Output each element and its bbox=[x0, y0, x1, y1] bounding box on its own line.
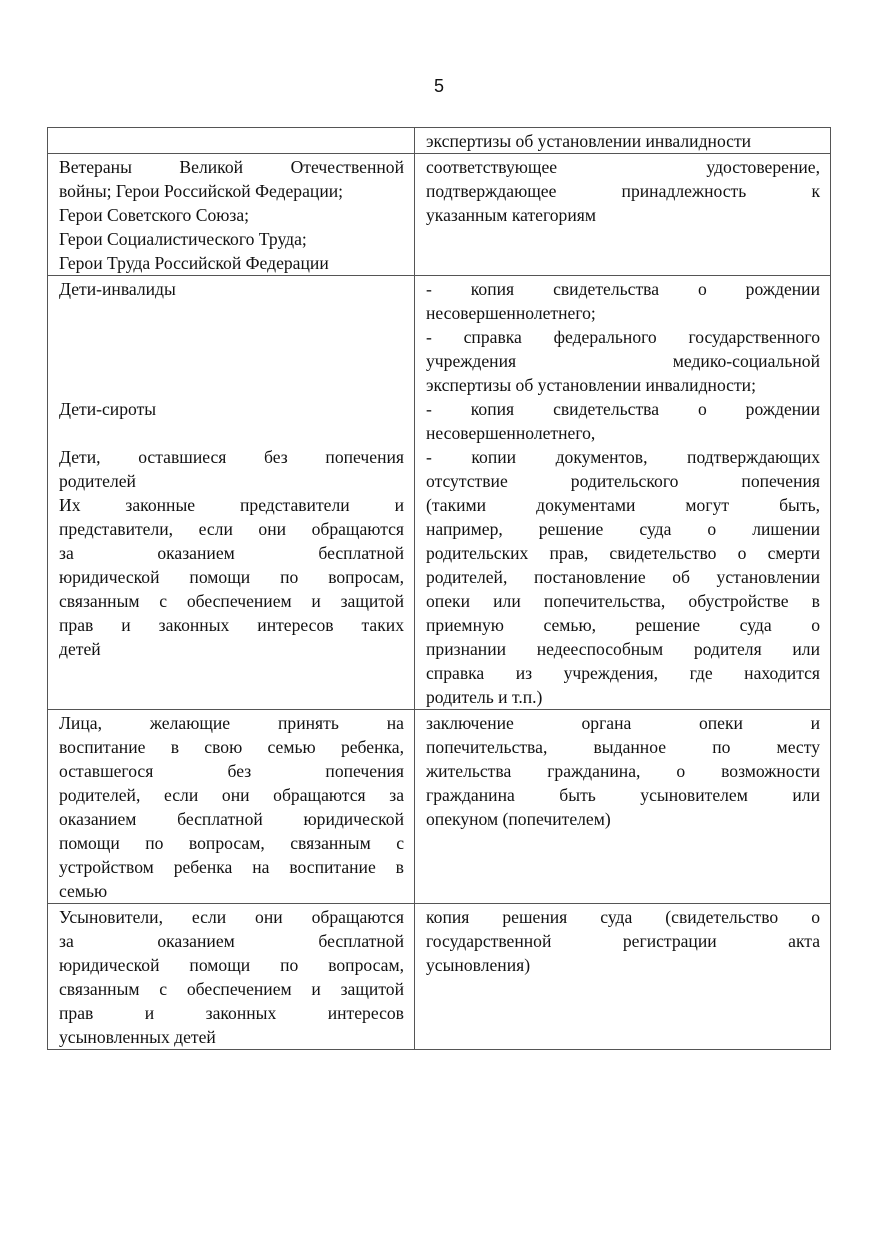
text-line: родителей, если они обращаются за bbox=[59, 785, 404, 805]
text-line: родитель и т.п.) bbox=[426, 687, 543, 707]
category-cell bbox=[48, 710, 415, 904]
table-row bbox=[48, 128, 831, 154]
text-line: государственной регистрации акта bbox=[426, 931, 820, 951]
text-line: родителей bbox=[59, 471, 136, 491]
text-line: оказанием бесплатной юридической bbox=[59, 809, 404, 829]
text-line: Лица, желающие принять на bbox=[59, 713, 404, 733]
blank-line bbox=[59, 325, 404, 349]
text-line: воспитание в свою семью ребенка, bbox=[59, 737, 404, 757]
text-line: Ветераны Великой Отечественной bbox=[59, 157, 404, 177]
text-line: Дети, оставшиеся без попечения bbox=[59, 447, 404, 467]
documents-cell bbox=[415, 154, 831, 276]
text-line: юридической помощи по вопросам, bbox=[59, 955, 404, 975]
text-line: за оказанием бесплатной bbox=[59, 931, 404, 951]
text-line: экспертизы об установлении инвалидности bbox=[426, 131, 752, 151]
text-line: Их законные представители и bbox=[59, 495, 404, 515]
text-line: опекуном (попечителем) bbox=[426, 809, 611, 829]
text-line: прав и законных интересов таких bbox=[59, 615, 404, 635]
text-line: Усыновители, если они обращаются bbox=[59, 907, 404, 927]
documents-cell bbox=[415, 276, 831, 710]
text-line: за оказанием бесплатной bbox=[59, 543, 404, 563]
text-line: детей bbox=[59, 639, 101, 659]
table-row bbox=[48, 154, 831, 276]
text-line: связанным с обеспечением и защитой bbox=[59, 979, 404, 999]
text-line: семью bbox=[59, 881, 108, 901]
text-line: устройством ребенка на воспитание в bbox=[59, 857, 404, 877]
blank-line bbox=[59, 373, 404, 397]
text-line: родительских прав, свидетельство о смерти bbox=[426, 543, 820, 563]
category-cell bbox=[48, 904, 415, 1050]
text-line: юридической помощи по вопросам, bbox=[59, 567, 404, 587]
text-line: попечительства, выданное по месту bbox=[426, 737, 820, 757]
text-line: соответствующее удостоверение, bbox=[426, 157, 820, 177]
text-line: связанным с обеспечением и защитой bbox=[59, 591, 404, 611]
blank-line bbox=[59, 349, 404, 373]
documents-cell bbox=[415, 128, 831, 154]
text-line: справка из учреждения, где находится bbox=[426, 663, 820, 683]
text-line: - справка федерального государственного bbox=[426, 327, 820, 347]
text-line: Герои Социалистического Труда; bbox=[59, 229, 307, 249]
text-line: прав и законных интересов bbox=[59, 1003, 404, 1023]
category-cell bbox=[48, 154, 415, 276]
text-line: (такими документами могут быть, bbox=[426, 495, 820, 515]
blank-line bbox=[59, 421, 404, 445]
table-row bbox=[48, 904, 831, 1050]
eligibility-documents-table bbox=[47, 127, 831, 1050]
text-line: подтверждающее принадлежность к bbox=[426, 181, 820, 201]
text-line: гражданина быть усыновителем или bbox=[426, 785, 820, 805]
text-line: например, решение суда о лишении bbox=[426, 519, 820, 539]
text-line: - копия свидетельства о рождении bbox=[426, 399, 820, 419]
text-line: отсутствие родительского попечения bbox=[426, 471, 820, 491]
text-line: учреждения медико-социальной bbox=[426, 351, 820, 371]
text-line: копия решения суда (свидетельство о bbox=[426, 907, 820, 927]
text-line: - копия свидетельства о рождении bbox=[426, 279, 820, 299]
text-line: помощи по вопросам, связанным с bbox=[59, 833, 404, 853]
page-number: 5 bbox=[433, 76, 444, 96]
text-line: экспертизы об установлении инвалидности; bbox=[426, 375, 756, 395]
text-line: Герои Советского Союза; bbox=[59, 205, 250, 225]
documents-cell bbox=[415, 904, 831, 1050]
category-cell bbox=[48, 276, 415, 710]
text-line: Герои Труда Российской Федерации bbox=[59, 253, 329, 273]
text-line: приемную семью, решение суда о bbox=[426, 615, 820, 635]
text-line: усыновления) bbox=[426, 955, 531, 975]
text-line: усыновленных детей bbox=[59, 1027, 216, 1047]
blank-line bbox=[59, 301, 404, 325]
text-line: признании недееспособным родителя или bbox=[426, 639, 820, 659]
table-row bbox=[48, 710, 831, 904]
text-line: - копии документов, подтверждающих bbox=[426, 447, 820, 467]
category-cell bbox=[48, 128, 415, 154]
text-line: заключение органа опеки и bbox=[426, 713, 820, 733]
text-line: войны; Герои Российской Федерации; bbox=[59, 181, 344, 201]
documents-cell bbox=[415, 710, 831, 904]
text-line: Дети-сироты bbox=[59, 399, 157, 419]
table-body bbox=[48, 128, 831, 1050]
text-line: оставшегося без попечения bbox=[59, 761, 404, 781]
table-row bbox=[48, 276, 831, 710]
text-line: несовершеннолетнего, bbox=[426, 423, 596, 443]
text-line: несовершеннолетнего; bbox=[426, 303, 596, 323]
text-line: представители, если они обращаются bbox=[59, 519, 404, 539]
text-line: Дети-инвалиды bbox=[59, 279, 176, 299]
text-line: указанным категориям bbox=[426, 205, 596, 225]
text-line: родителей, постановление об установлении bbox=[426, 567, 820, 587]
text-line: опеки или попечительства, обустройстве в bbox=[426, 591, 820, 611]
text-line: жительства гражданина, о возможности bbox=[426, 761, 820, 781]
